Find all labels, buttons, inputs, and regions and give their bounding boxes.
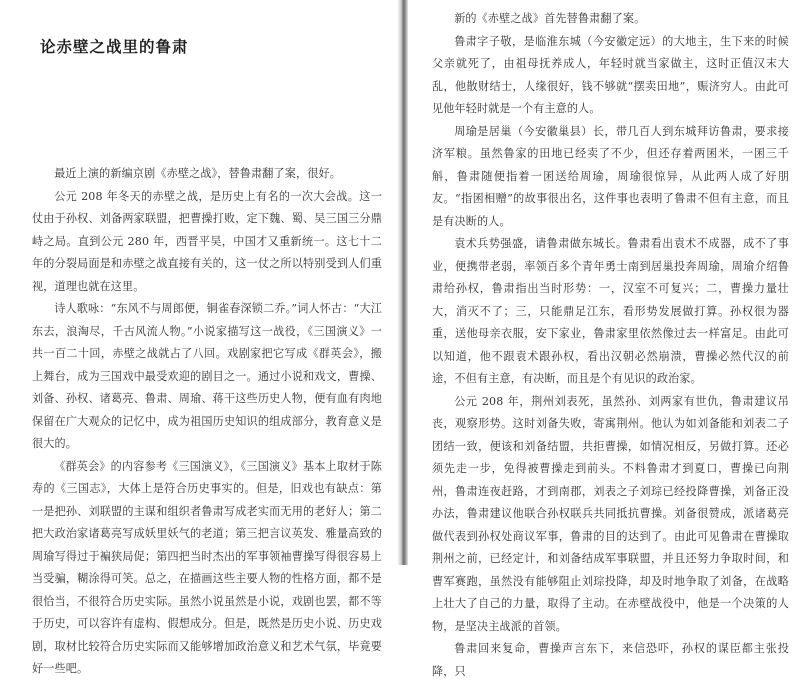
left-page-body bbox=[32, 163, 382, 681]
right-page-body bbox=[432, 8, 789, 683]
chapter-title: 论赤壁之战里的鲁肃 bbox=[40, 37, 189, 56]
paragraph: 周瑜是居巢（今安徽巢县）长，带几百人到东城拜访鲁肃，要求接济军粮。虽然鲁家的田地已经卖了不少，但还存着两囷米，一囷三千斛，鲁肃随便指着一囷送给周瑜，周瑜很惊异，从此两人成了好朋友。“指囷相赠”的故事很出名，这件事也表明了鲁肃不但有主意，而且是有决断的人。 bbox=[432, 124, 789, 228]
paragraph: 诗人歌咏：“东风不与周郎便，铜雀春深锁二乔。”词人怀古：“大江东去，浪淘尽，千古风流人物。”小说家描写这一战役，《三国演义》一共一百二十回，赤壁之战就占了八回。戏剧家把它写成《群英会》，搬上舞台，成为三国戏中最受欢迎的剧目之一。通过小说和戏文，曹操、刘备、孙权、诸葛亮、鲁肃、周瑜、蒋干这些历史人物，便有血有肉地保留在广大观众的记忆中，成为祖国历史知识的组成部分，教育意义是很大的。 bbox=[32, 302, 382, 450]
paragraph: 鲁肃回来复命，曹操声言东下，来信恐吓，孙权的谋臣都主张投降，只 bbox=[432, 642, 789, 678]
paragraph: 公元 208 年冬天的赤壁之战，是历史上有名的一次大会战。这一仗由于孙权、刘备两家联盟，把曹操打败，定下魏、蜀、吴三国三分鼎峙之局。直到公元 280 年，西晋平吴，中国才又重新统一。这七十二年的分裂局面是和赤壁之战直接有关的，这一仗之所以特别受到人们重视，道理也就在这里。 bbox=[32, 189, 382, 293]
paragraph: 《群英会》的内容参考《三国演义》，《三国演义》基本上取材于陈寿的《三国志》，大体上是符合历史事实的。但是，旧戏也有缺点：第一是把孙、刘联盟的主谋和组织者鲁肃写成老实而无用的老好人；第二把大政治家诸葛亮写成妖里妖气的老道；第三把言议英发、雅量高致的周瑜写得过于褊狭局促；第四把当时杰出的军事领袖曹操写得很容易上当受骗，糊涂得可笑。总之，在描画这些主要人物的性格方面，都不是很恰当，不很符合历史实际。虽然小说虽然是小说，戏剧也罢，都不等于历史，可以容许有虚构、假想成分。但是，既然是历史小说、历史戏剧，取材比较符合历史实际而又能够增加政治意义和艺术气氛，毕竟要好一些吧。 bbox=[32, 459, 382, 675]
paragraph: 鲁肃字子敬，是临淮东城（今安徽定远）的大地主，生下来的时候父亲就死了，由祖母抚养成人，年轻时就当家做主，这时正值汉末大乱，他散财结士，人缘很好，钱不够就“摆卖田地”，赈济穷人。由此可见他年轻时就是一个有主意的人。 bbox=[432, 34, 789, 115]
paragraph: 袁术兵势强盛，请鲁肃做东城长。鲁肃看出袁术不成器，成不了事业，便携带老弱，率领百多个青年勇士南到居巢投奔周瑜，周瑜介绍鲁肃给孙权，鲁肃指出当时形势：一，汉室不可复兴；二，曹操力量壮大，消灭不了；三，只能鼎足江东，看形势发展做打算。孙权很为器重，送他母亲衣服，安下家业，鲁肃家里依然像过去一样富足。由此可以知道，他不跟袁术跟孙权，看出汉朝必然崩溃，曹操必然代汉的前途，不但有主意，有决断，而且是个有见识的政治家。 bbox=[432, 237, 789, 385]
right-page bbox=[408, 0, 812, 678]
book-spine-divider bbox=[398, 0, 408, 565]
paragraph: 最近上演的新编京剧《赤壁之战》，替鲁肃翻了案，很好。 bbox=[54, 167, 341, 180]
left-page bbox=[0, 0, 398, 675]
paragraph: 新的《赤壁之战》首先替鲁肃翻了案。 bbox=[454, 12, 646, 25]
paragraph: 公元 208 年，荆州刘表死，虽然孙、刘两家有世仇，鲁肃建议吊丧，观察形势。这时刘备失败，寄寓荆州。他认为如刘备能和刘表二子团结一致，便该和刘备结盟，共拒曹操，如情况相反，另做打算。还必须先走一步，免得被曹操走到前头。不料鲁肃才到夏口，曹操已向荆州，鲁肃连夜赶路，才到南郡，刘表之子刘琮已经投降曹操，刘备正没办法，鲁肃建议他联合孙权联兵共同抵抗曹操。刘备很赞成，派诸葛亮做代表到孙权处商议军事，鲁肃的目的达到了。由此可见鲁肃在曹操取荆州之前，已经定计，和刘备结成军事联盟，并且还努力争取时间，和曹军赛跑，虽然没有能够阻止刘琮投降，却及时地争取了刘备，在战略上壮大了自己的力量，取得了主动。在赤壁战役中，他是一个决策的人物，是坚决主战派的首领。 bbox=[432, 394, 789, 633]
